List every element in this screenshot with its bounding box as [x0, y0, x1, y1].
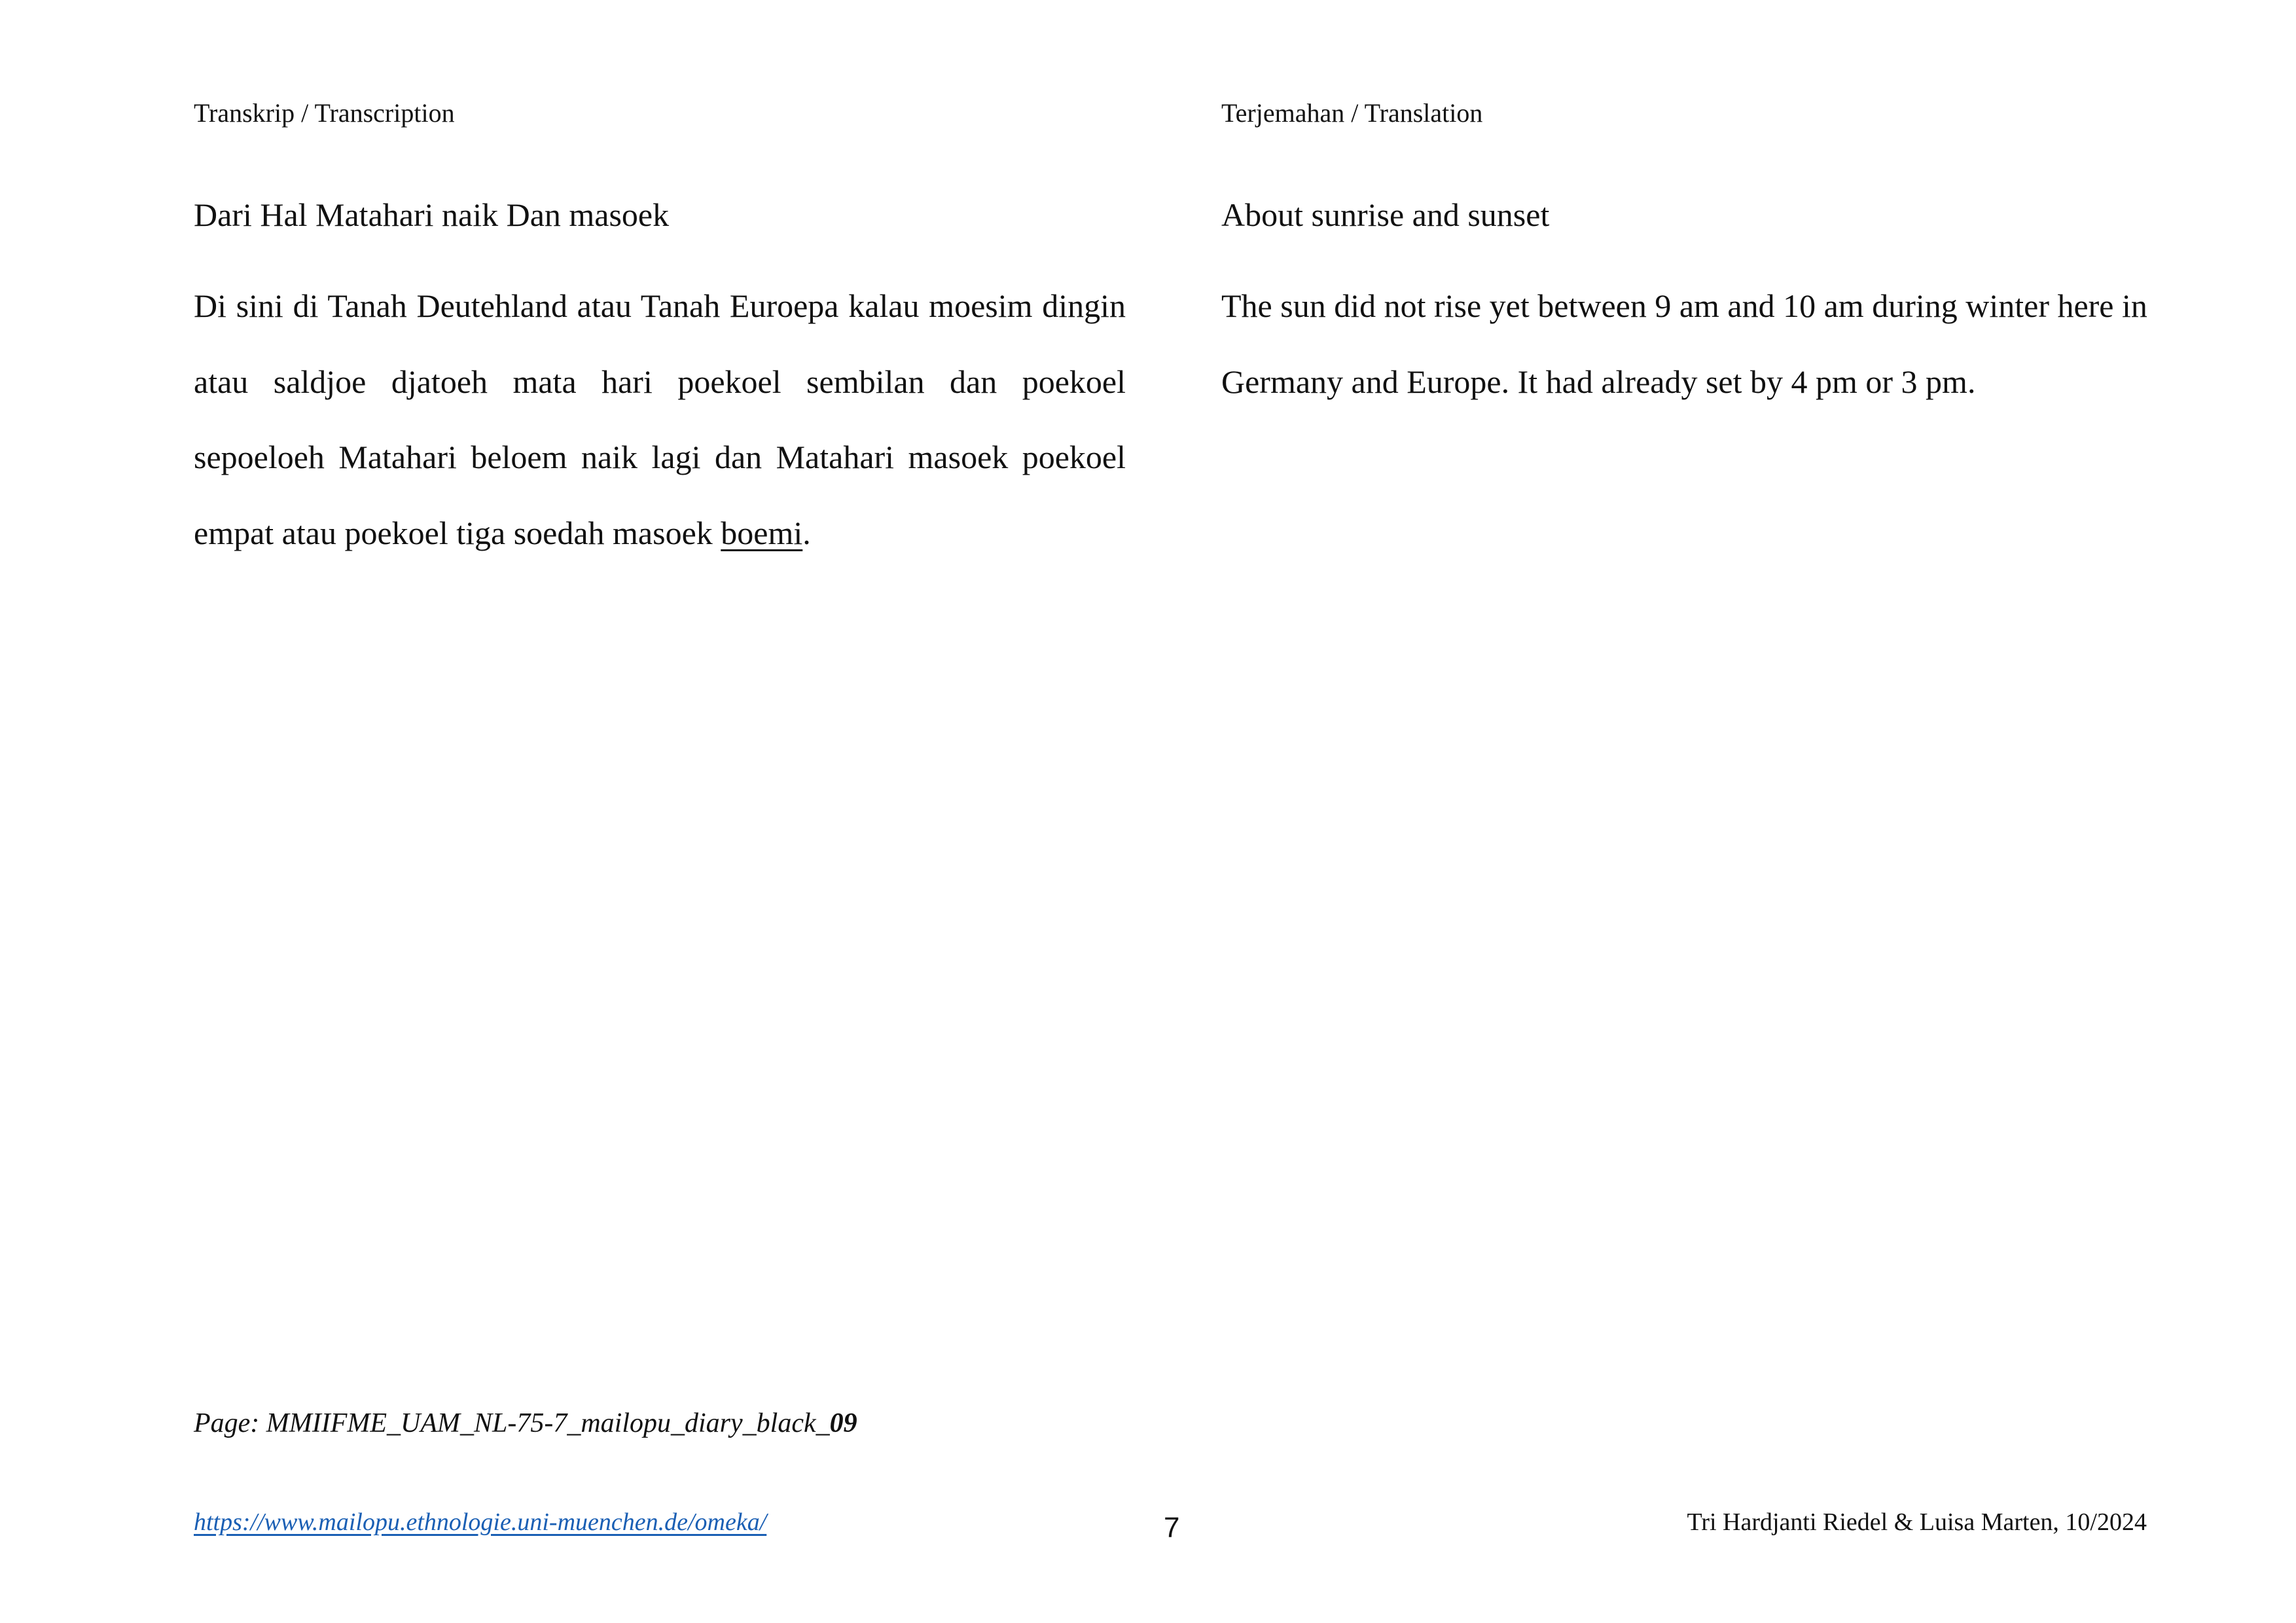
- page-reference: [194, 1405, 857, 1442]
- page-reference-number: 09: [829, 1408, 857, 1438]
- translation-title: About sunrise and sunset: [1221, 196, 1550, 233]
- transcription-title: Dari Hal Matahari naik Dan masoek: [194, 196, 670, 233]
- footer-credit: Tri Hardjanti Riedel & Luisa Marten, 10/2024: [1687, 1508, 2147, 1536]
- underlined-word: boemi: [721, 514, 803, 551]
- translation-body: The sun did not rise yet between 9 am and 10 am during winter here in Germany and Europe. It had already set by 4 pm or 3 pm.: [1221, 287, 2147, 400]
- page-number: 7: [1164, 1512, 1180, 1544]
- transcription-heading: Transkrip / Transcription: [194, 98, 455, 128]
- transcription-body: [194, 268, 1126, 571]
- transcription-end: .: [802, 514, 811, 551]
- footer-link[interactable]: https://www.mailopu.ethnologie.uni-muenchen.de/omeka/: [194, 1508, 767, 1536]
- page-reference-prefix: Page: MMIIFME_UAM_NL-75-7_mailopu_diary_black_: [194, 1408, 830, 1438]
- transcription-text: Di sini di Tanah Deutehland atau Tanah Euroepa kalau moesim dingin atau saldjoe djatoeh mata hari poekoel sembilan dan poekoel sepoeloeh Matahari beloem naik lagi dan Matahari masoek poekoel empat atau poekoel tiga soedah masoek: [194, 287, 1126, 551]
- translation-heading: Terjemahan / Translation: [1221, 98, 1483, 128]
